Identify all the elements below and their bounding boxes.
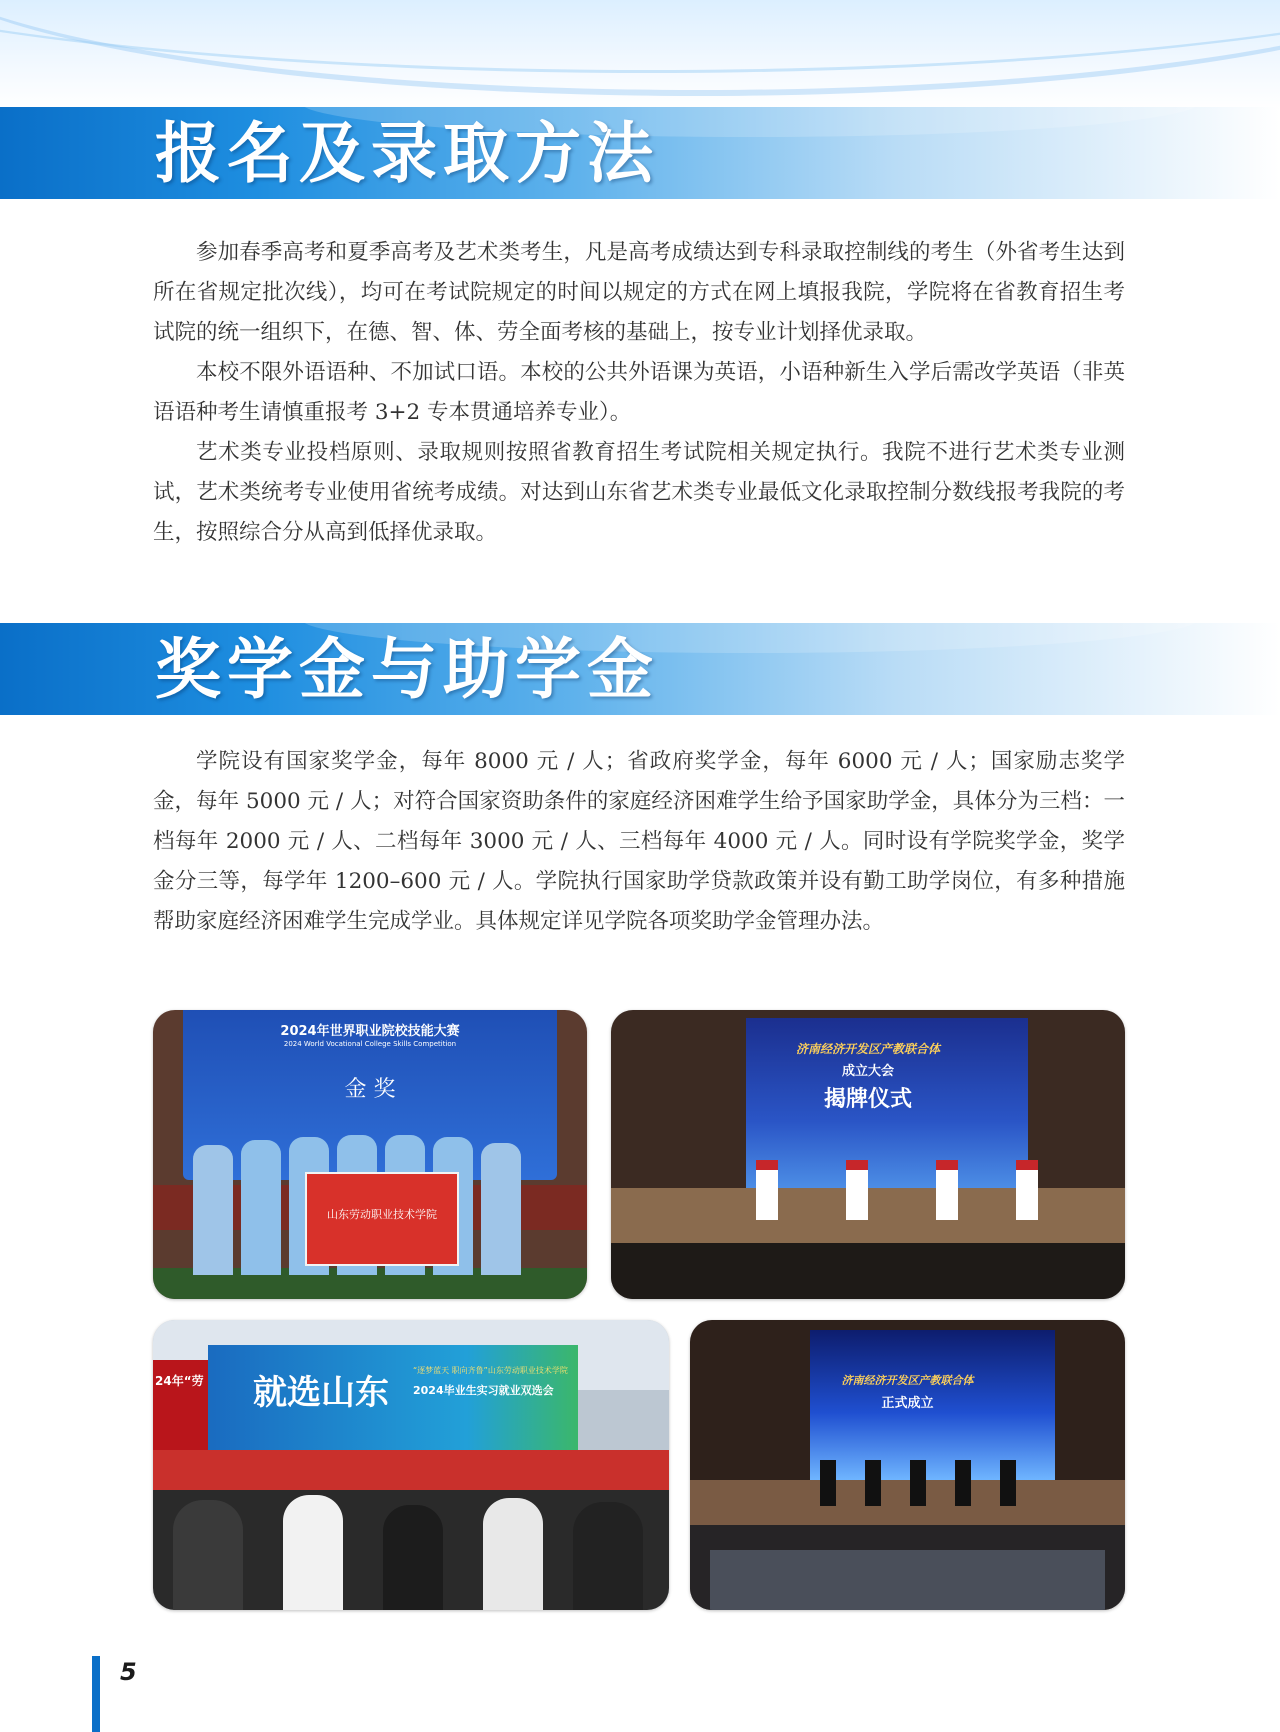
section-header-admission: [0, 107, 1280, 199]
page-number: 5: [120, 1658, 137, 1686]
section-header-scholarship: [0, 623, 1280, 715]
photo-plaque-unveiling: [611, 1010, 1125, 1299]
screen-subtitle: 2024 World Vocational College Skills Competition: [283, 1040, 457, 1048]
banner-line2: 2024毕业生实习就业双选会: [413, 1384, 554, 1397]
paragraph: 本校不限外语语种、不加试口语。本校的公共外语课为英语，小语种新生入学后需改学英语（非英语语种考生请慎重报考 3+2 专本贯通培养专业）。: [153, 360, 1125, 425]
photo-competition-award: [153, 1010, 587, 1299]
screen-line2: 正式成立: [881, 1396, 934, 1411]
header-wave-decoration: [0, 0, 1280, 110]
side-banner-text: 24年“劳: [155, 1374, 204, 1388]
photo-job-fair: [153, 1320, 669, 1610]
screen-line2: 成立大会: [841, 1064, 894, 1079]
paragraph: 参加春季高考和夏季高考及艺术类考生，凡是高考成绩达到专科录取控制线的考生（外省考生达到所在省规定批次线），均可在考试院规定的时间以规定的方式在网上填报我院，学院将在省教育招生考试院的统一组织下，在德、智、体、劳全面考核的基础上，按专业计划择优录取。: [153, 240, 1125, 345]
section-title: 报名及录取方法: [155, 114, 659, 192]
screen-title: 济南经济开发区产教联合体: [841, 1374, 974, 1387]
section-title: 奖学金与助学金: [155, 630, 659, 708]
paragraph: 艺术类专业投档原则、录取规则按照省教育招生考试院相关规定执行。我院不进行艺术类专业测试，艺术类统考专业使用省统考成绩。对达到山东省艺术类专业最低文化录取控制分数线报考我院的考生，按照综合分从高到低择优录取。: [153, 440, 1125, 545]
screen-title: 2024年世界职业院校技能大赛: [280, 1024, 460, 1039]
screen-title: 济南经济开发区产教联合体: [795, 1042, 940, 1056]
banner-text: 山东劳动职业技术学院: [327, 1208, 437, 1221]
screen-line3: 揭牌仪式: [823, 1087, 912, 1112]
banner-line1: “逐梦蓝天 职向齐鲁”山东劳动职业技术学院: [413, 1366, 568, 1375]
banner-title: 就选山东: [253, 1373, 389, 1413]
award-label: 金 奖: [344, 1077, 396, 1102]
photo-official-establishment: [690, 1320, 1125, 1610]
page-marker-bar: [92, 1656, 100, 1732]
paragraph: 学院设有国家奖学金，每年 8000 元 / 人；省政府奖学金，每年 6000 元 / 人；国家励志奖学金，每年 5000 元 / 人；对符合国家资助条件的家庭经济困难学生给予国家助学金，具体分为三档：一档每年 2000 元 / 人、二档每年 3000 元 / 人、三档每年 4000 元 / 人。同时设有学院奖学金，奖学金分三等，每学年 1200–600 元 / 人。学院执行国家助学贷款政策并设有勤工助学岗位，有多种措施帮助家庭经济困难学生完成学业。具体规定详见学院各项奖助学金管理办法。: [153, 749, 1125, 934]
